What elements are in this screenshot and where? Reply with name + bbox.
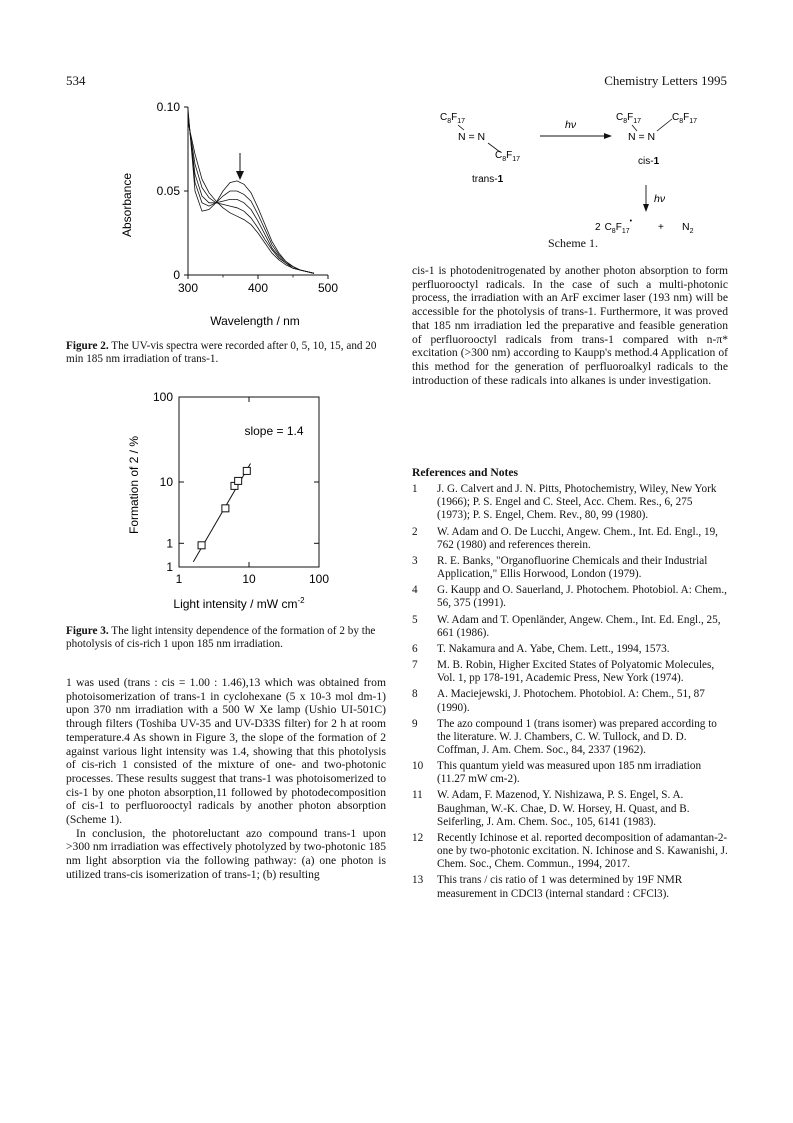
reference-number: 4 [412,584,418,597]
reference-item [412,526,728,552]
reference-number: 5 [412,613,418,626]
scheme-arrow-right-head [604,133,612,139]
reference-text: A. Maciejewski, J. Photochem. Photobiol. A: Chem., 51, 87 (1990). [437,688,705,714]
reference-item [412,659,728,685]
trans-c8f17-bottom: $C_8F_{17}$ [495,150,521,163]
reference-number: 8 [412,688,418,701]
references-list [412,483,728,901]
reference-item [412,789,728,828]
scheme-arrow-down-head [643,204,649,212]
reference-item [412,614,728,640]
scheme-1-title: Scheme 1. [548,236,598,250]
figure-3-y-tick-label: 1 [166,560,173,574]
product-n2: $N_2$ [682,221,694,235]
cis-c8f17-left: $C_8F_{17}$ [616,112,642,125]
references-heading: References and Notes [412,466,519,479]
reference-item [412,874,728,900]
reference-item [412,718,728,757]
reference-text: J. G. Calvert and J. N. Pitts, Photochemistry, Wiley, New York (1966); P. S. Engel and C. Steel, Acc. Chem. Res., 6, 275 (1973); P. S. Engel, Chem. Rev., 80, 99 (1980). [437,483,717,522]
left-column-text [66,676,386,882]
figure-2-y-tick-label: 0.10 [156,100,180,114]
cis-azo: N = N [628,131,656,143]
references-section [412,466,728,904]
figure-3-y-tick-label: 100 [152,390,173,404]
figure-3-x-axis-label-main: Light intensity / mW cm [173,597,298,611]
reference-number: 1 [412,483,418,496]
figure-3-y-tick-label: 10 [159,475,173,489]
reference-number: 2 [412,525,418,538]
reference-text: R. E. Banks, "Organofluorine Chemicals and their Industrial Application," Ellis Horwood, London (1979). [437,554,708,581]
data-point [198,542,205,549]
figure-3-y-tick-label: 1 [166,536,173,551]
figure-2-caption-text: The UV-vis spectra were recorded after 0, 5, 10, 15, and 20 min 185 nm irradiation of trans-1. [66,340,377,366]
figure-3-caption [66,625,386,651]
right-column-text [412,264,728,387]
figure-2-chart [100,95,380,335]
hv-label-2: hν [654,193,666,205]
figure-2-x-tick-label: 300 [177,281,199,295]
reference-text: This quantum yield was measured upon 185 nm irradiation (11.27 mW cm-2). [437,760,702,786]
trans-1-label: trans-1 [472,174,504,185]
reference-text: G. Kaupp and O. Sauerland, J. Photochem. Photobiol. A: Chem., 56, 375 (1991). [437,584,727,610]
spectrum-line-1 [188,109,314,274]
reference-text: This trans / cis ratio of 1 was determined by 19F NMR measurement in CDCl3 (internal standard : CFCl3). [437,874,683,900]
spectrum-arrow-head [236,171,244,180]
data-point [243,467,250,474]
data-point [222,505,229,512]
left-paragraph-2: In conclusion, the photoreluctant azo compound trans-1 upon >300 nm irradiation was effectively photolyzed by two-photonic 185 nm light absorption via the following pathway: (a) one photon is utilized trans-cis isomerization of trans-1; (b) resulting [66,826,386,881]
figure-2-x-axis-label: Wavelength / nm [210,314,300,328]
spectrum-line-4 [188,119,314,273]
right-paragraph-1: cis-1 is photodenitrogenated by another photon absorption to form perfluorooctyl radicals. In the case of such a multi-photonic process, the irradiation with an ArF excimer laser (193 nm) will be accessible for the photolysis of trans-1. Furthermore, it was proved that 185 nm irradiation led the preparative and feasible generation of perfluorooctyl radicals from trans-1 compared with n-π* excitation (>300 nm) according to Kaupp's method.4 Application of this method for the generation of perfluoroalkyl radicals to the introduction of these radicals into alkanes is under investigation. [412,264,728,387]
figure-2-y-tick-label: 0 [173,268,180,282]
trans-azo: N = N [458,131,486,143]
trans-c8f17-top: $C_8F_{17}$ [440,112,466,125]
figure-3-caption-label: Figure 3. [66,625,109,637]
journal-title: Chemistry Letters 1995 [604,73,727,88]
cis-c8f17-right: $C_8F_{17}$ [672,112,698,125]
product-plus: + [658,222,664,233]
figure-2-x-tick-label: 500 [317,281,339,295]
reference-item [412,643,728,656]
figure-2-caption [66,340,386,366]
reference-number: 7 [412,659,418,672]
reference-item [412,832,728,871]
reference-text: The azo compound 1 (trans isomer) was prepared according to the literature. W. J. Chambers, C. W. Tullock, and D. D. Coffman, J. Am. Chem. Soc., 84, 2337 (1962). [437,717,717,756]
reference-text: W. Adam and O. De Lucchi, Angew. Chem., Int. Ed. Engl., 19, 762 (1980) and references therein. [437,525,718,551]
figure-2-y-axis-label: Absorbance [120,172,134,238]
figure-3-y-axis-label: Formation of 2 / % [127,435,141,535]
slope-annotation: slope = 1.4 [244,424,304,438]
trans-bond-top [458,125,464,130]
figure-2-y-tick-label: 0.05 [156,184,180,198]
figure-3-x-tick-label: 10 [242,572,256,586]
data-point [235,477,242,484]
reference-item [412,555,728,581]
figure-3-x-axis-label [173,596,305,611]
reference-number: 11 [412,789,423,802]
reference-number: 10 [412,760,424,773]
reference-number: 3 [412,554,418,567]
figure-3-x-axis-label-sup: -2 [297,596,305,605]
product-radical: 2 $C_8F_{17}^•$ [595,218,633,235]
left-paragraph-1: 1 was used (trans : cis = 1.00 : 1.46),13 which was obtained from photoisomerization of trans-1 in cyclohexane (5 x 10-3 mol dm-1) upon 370 nm irradiation with a 500 W Xe lamp (Ushio UI-501C) through filters (Toshiba UV-35 and UV-D33S filter) for 2 h at room temperature.4 As shown in Figure 3, the slope of the formation of 2 against various light intensity was 1.4, showing that this photolysis of cis-rich 1 consisted of the mixture of one- and two-photonic processes. These results suggest that trans-1 was photoisomerized to cis-1 by one photon absorption,11 followed by photodecomposition of cis-1 to perfluorooctyl radicals by another photon absorption (Scheme 1). [66,676,386,827]
hv-label-1: hν [565,119,577,131]
reference-text: Recently Ichinose et al. reported decomposition of adamantan-2-one by two-photonic excitation. N. Ichinose and S. Kawanishi, J. Chem. Soc., Chem. Commun., 1994, 2017. [437,831,728,871]
spectrum-line-5 [188,122,314,273]
figure-3-caption-text: The light intensity dependence of the formation of 2 by the photolysis of cis-rich 1 upon 185 nm irradiation. [66,625,376,651]
figure-2-caption-label: Figure 2. [66,340,109,352]
reference-text: W. Adam and T. Openländer, Angew. Chem., Int. Ed. Engl., 25, 661 (1986). [437,613,721,639]
reference-item [412,483,728,522]
reference-number: 13 [412,874,424,887]
reference-number: 12 [412,831,424,844]
page-number: 534 [66,73,86,88]
figure-3-x-tick-label: 1 [175,572,183,586]
reference-number: 6 [412,642,418,655]
reference-number: 9 [412,717,418,730]
figure-2-x-tick-label: 400 [247,281,269,295]
reference-text: M. B. Robin, Higher Excited States of Polyatomic Molecules, Vol. 1, pp 178-191, Academic Press, New York (1974). [437,659,715,685]
reference-item [412,760,728,786]
cis-bond-right [657,119,672,131]
figure-3-x-tick-label: 100 [308,572,330,586]
reference-item [412,584,728,610]
cis-1-label: cis-1 [638,156,660,167]
reference-item [412,688,728,714]
reference-text: W. Adam, F. Mazenod, Y. Nishizawa, P. S. Engel, S. A. Baughman, W.-K. Chae, D. W. Horsey, H. Quast, and B. Seiferling, J. Am. Chem. Soc., 105, 6141 (1983). [437,789,690,828]
reference-text: T. Nakamura and A. Yabe, Chem. Lett., 1994, 1573. [437,642,670,655]
figure-3-chart [106,385,386,615]
